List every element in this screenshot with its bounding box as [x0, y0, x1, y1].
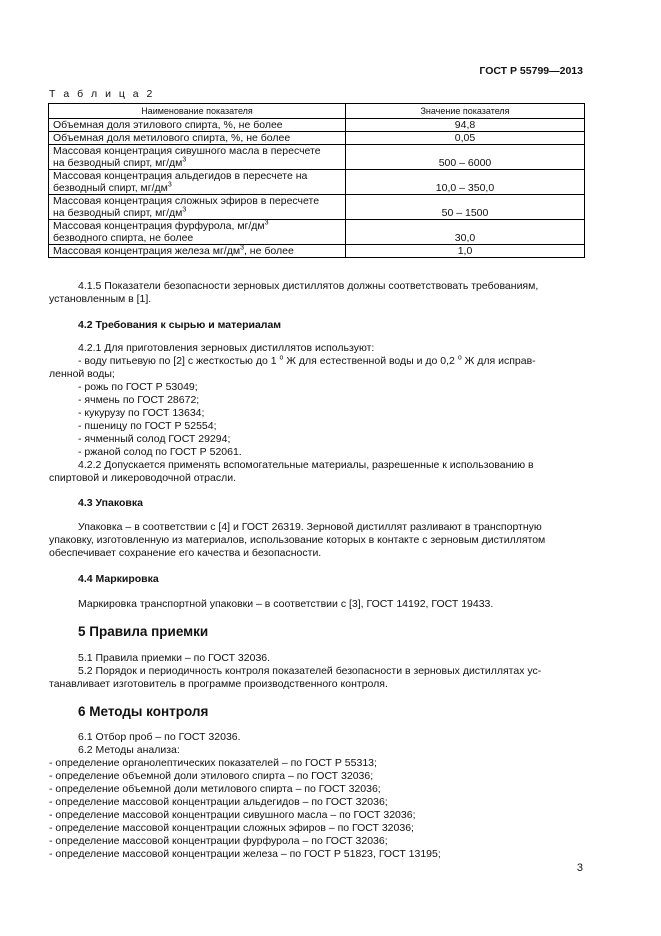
list-item: - определение объемной доли метилового спирта – по ГОСТ 32036; [49, 783, 381, 795]
list-item: - определение массовой концентрации сложных эфиров – по ГОСТ 32036; [49, 822, 414, 834]
water-requirement-line [78, 355, 536, 367]
list-item: - рожь по ГОСТ Р 53049; [78, 381, 198, 393]
row-name [49, 220, 346, 245]
packaging-line: Упаковка – в соответствии с [4] и ГОСТ 26319. Зерновой дистиллят разливают в транспортную [78, 521, 542, 533]
text-span: Ж для исправ- [461, 355, 536, 367]
list-item: - ячмень по ГОСТ 28672; [78, 394, 200, 406]
row-value: 500 – 6000 [346, 145, 585, 170]
row-value: 50 – 1500 [346, 195, 585, 220]
degree-mark: о [279, 354, 284, 362]
row-name [49, 195, 346, 220]
list-item: - кукурузу по ГОСТ 13634; [78, 407, 205, 419]
table-row [49, 195, 585, 220]
list-item: - определение массовой концентрации фурфурола – по ГОСТ 32036; [49, 835, 388, 847]
table-header-name: Наименование показателя [49, 104, 346, 119]
document-header: ГОСТ Р 55799—2013 [479, 65, 583, 77]
row-value: 10,0 – 350,0 [346, 170, 585, 195]
table-row [49, 132, 585, 145]
paragraph-4-1-5-line: установленным в [1]. [49, 293, 152, 305]
list-item: - определение объемной доли этилового спирта – по ГОСТ 32036; [49, 770, 374, 782]
list-item: - пшеницу по ГОСТ Р 52554; [78, 420, 217, 432]
row-name-line: на безводный спирт, мг/дм [53, 157, 183, 169]
degree-mark: о [457, 354, 462, 362]
paragraph-4-1-5-line: 4.1.5 Показатели безопасности зерновых дистиллятов должны соответствовать требованиям, [78, 280, 539, 292]
row-name-line: безводного спирта, не более [53, 232, 194, 244]
section-4-4-title: 4.4 Маркировка [78, 573, 159, 585]
table-row [49, 119, 585, 132]
superscript: 3 [264, 219, 269, 227]
indicators-table [48, 103, 585, 258]
list-item: - определение массовой концентрации сивушного масла – по ГОСТ 32036; [49, 809, 416, 821]
methods-line: 6.1 Отбор проб – по ГОСТ 32036. [78, 731, 241, 743]
row-name [49, 245, 346, 258]
row-name: Объемная доля этилового спирта, %, не более [49, 119, 346, 132]
row-name-line: Массовая концентрация сложных эфиров в пересчете [53, 195, 320, 207]
methods-line: 6.2 Методы анализа: [78, 744, 180, 756]
page-number: 3 [576, 862, 583, 874]
chapter-5-title: 5 Правила приемки [78, 624, 209, 639]
row-name [49, 170, 346, 195]
row-name-line: Массовая концентрация сивушного масла в пересчете [53, 145, 321, 157]
table-row [49, 245, 585, 258]
list-item: - определение органолептических показателей – по ГОСТ Р 55313; [49, 757, 377, 769]
paragraph-4-2-1-line: 4.2.1 Для приготовления зерновых дистиллятов используют: [78, 342, 375, 354]
table-row [49, 170, 585, 195]
list-item: - определение массовой концентрации железа – по ГОСТ Р 51823, ГОСТ 13195; [49, 848, 441, 860]
superscript: 3 [240, 244, 244, 252]
table-header-row [49, 104, 585, 119]
text-span: Ж для естественной воды и до 0,2 [283, 355, 458, 367]
text-span: - воду питьевую по [2] с жесткостью до 1 [78, 355, 280, 367]
table-header-value: Значение показателя [346, 104, 585, 119]
superscript: 3 [182, 206, 187, 214]
table-caption: Т а б л и ц а 2 [49, 88, 155, 100]
section-4-3-title: 4.3 Упаковка [78, 497, 143, 509]
table-row [49, 145, 585, 170]
acceptance-line: танавливает изготовитель в программе производственного контроля. [49, 678, 388, 690]
paragraph-4-2-2-line: спиртовой и ликероводочной отрасли. [49, 472, 236, 484]
row-value: 1,0 [346, 245, 585, 258]
row-name-line: безводный спирт, мг/дм [53, 182, 168, 194]
chapter-6-title: 6 Методы контроля [78, 704, 209, 719]
list-item: - определение массовой концентрации альдегидов – по ГОСТ 32036; [49, 796, 388, 808]
marking-line: Маркировка транспортной упаковки – в соответствии с [3], ГОСТ 14192, ГОСТ 19433. [78, 598, 494, 610]
acceptance-line: 5.1 Правила приемки – по ГОСТ 32036. [78, 652, 271, 664]
row-name [49, 145, 346, 170]
row-value: 94,8 [346, 119, 585, 132]
packaging-line: обеспечивает сохранение его качества и безопасности. [49, 547, 322, 559]
row-value: 30,0 [346, 220, 585, 245]
packaging-line: упаковку, изготовленную из материалов, использование которых в контакте с зерновым дистиллятом [49, 534, 546, 546]
row-name: Объемная доля метилового спирта, %, не более [49, 132, 346, 145]
water-requirement-line: ленной воды; [49, 368, 115, 380]
superscript: 3 [182, 156, 187, 164]
row-name-line: , не более [243, 245, 294, 257]
list-item: - ячменный солод ГОСТ 29294; [78, 433, 231, 445]
row-name-line: Массовая концентрация фурфурола, мг/дм [53, 220, 265, 232]
section-4-2-title: 4.2 Требования к сырью и материалам [78, 319, 282, 331]
row-name-line: Массовая концентрация альдегидов в пересчете на [53, 170, 308, 182]
superscript: 3 [167, 181, 172, 189]
table-row [49, 220, 585, 245]
row-value: 0,05 [346, 132, 585, 145]
acceptance-line: 5.2 Порядок и периодичность контроля показателей безопасности в зерновых дистиллятах ус- [78, 665, 542, 677]
row-name-line: на безводный спирт, мг/дм [53, 207, 183, 219]
list-item: - ржаной солод по ГОСТ Р 52061. [78, 446, 242, 458]
row-name-line: Массовая концентрация железа мг/дм [53, 245, 241, 257]
paragraph-4-2-2-line: 4.2.2 Допускается применять вспомогательные материалы, разрешенные к использованию в [78, 459, 534, 471]
